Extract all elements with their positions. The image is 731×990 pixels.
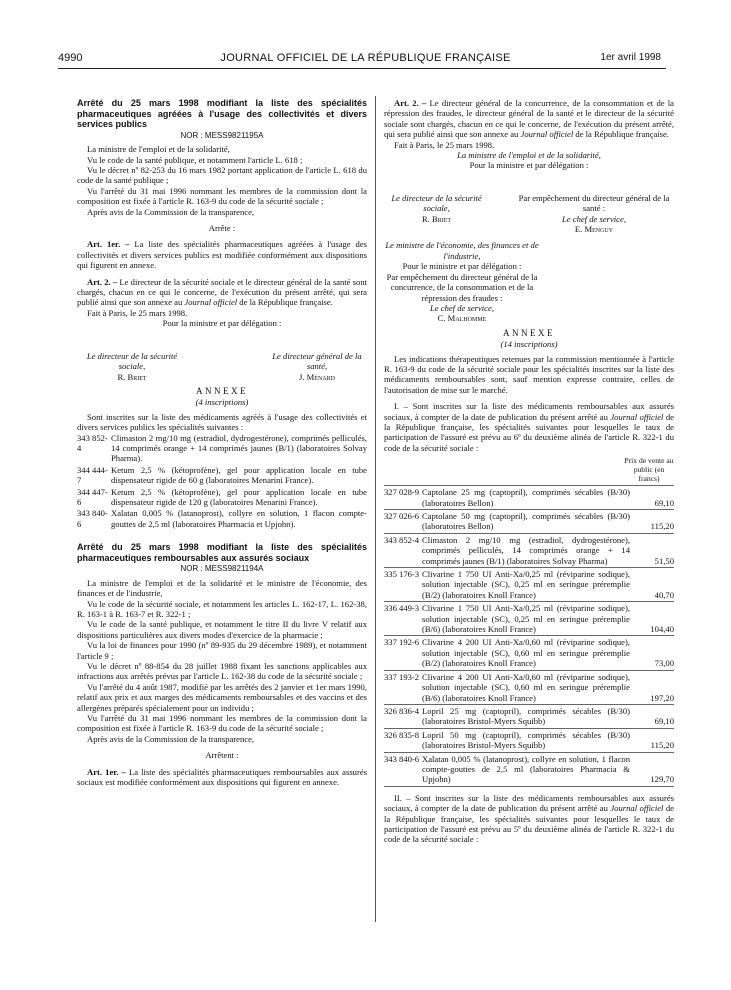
paragraph: Après avis de la Commission de la transparence,	[87, 206, 255, 217]
med-price: 69,10	[654, 716, 674, 727]
paragraph: Vu le code de la santé publique, et notamment le titre II du livre V relatif aux dispositions particulières aux divers modes d'exercice de la pharmacie ;	[77, 619, 367, 640]
signatory-title: Le directeur de la sécurité sociale,	[391, 192, 482, 214]
med-price: 197,20	[650, 692, 674, 703]
minister-title: La ministre de l'emploi et de la solidarité,	[457, 150, 601, 161]
list-item	[77, 433, 367, 464]
delegation-line: Pour la ministre et par délégation :	[162, 318, 282, 329]
arretent-heading: Arrêtent :	[205, 750, 239, 761]
signature-date: Fait à Paris, le 25 mars 1998.	[394, 139, 495, 150]
med-code: 327 026-6	[384, 511, 420, 521]
item-code: 344 447-6	[77, 486, 108, 507]
paragraph: La ministre de l'emploi et de la solidarité et le ministre de l'économie, des finances et de l'industrie,	[77, 577, 367, 599]
annexe-heading: ANNEXE	[196, 385, 248, 396]
med-price: 69,10	[654, 497, 674, 508]
med-price: 104,40	[650, 624, 674, 635]
med-code: 326 836-4	[384, 705, 420, 716]
page-header	[0, 52, 731, 66]
table-row	[384, 534, 674, 568]
med-price: 115,20	[650, 521, 674, 532]
signatory-name: J. Ménard	[299, 371, 335, 382]
signature-date: Fait à Paris, le 25 mars 1998.	[87, 307, 188, 318]
list-item	[77, 487, 367, 508]
med-price: 73,00	[654, 658, 674, 669]
delegation-line: Pour la ministre et par délégation :	[469, 160, 589, 171]
paragraph: Vu le code de la sécurité sociale, et notamment les articles L. 162-17, L. 162-38, R. 163-1 à R. 163-7 et R. 322-1 ;	[77, 598, 367, 619]
med-code: 343 840-6	[384, 753, 420, 764]
med-code: 327 028-9	[384, 487, 420, 498]
med-description: Clivarine 4 200 UI Anti-Xa/0,60 ml (réviparine sodique), solution injectable (SC), 0,60 ml en seringue préremplie (B/6) (laboratoires Knoll France)	[422, 671, 630, 703]
med-price: 51,50	[654, 555, 674, 566]
med-description: Lopril 50 mg (captopril), comprimés sécables (B/30) (laboratoires Bristol-Myers Squibb)	[422, 729, 630, 751]
item-code: 343 852-4	[77, 432, 108, 453]
item-text: Climaston 2 mg/10 mg (estradiol, dydrogestérone), comprimés pelliculés, 14 comprimés orange + 14 comprimés jaunes (B/1) (laboratoires Solvay Pharma).	[111, 432, 367, 464]
table-row	[384, 568, 674, 602]
decree-1-nor: NOR : MESS9821195A	[180, 130, 264, 140]
table-row	[384, 729, 674, 753]
med-code: 326 835-8	[384, 729, 420, 740]
table-row	[384, 486, 674, 510]
annexe-list	[77, 433, 367, 530]
table-row	[384, 510, 674, 534]
med-code: 337 193-2	[384, 671, 420, 682]
signatory-name: R. Briet	[421, 213, 452, 224]
med-description: Captolane 50 mg (captopril), comprimés sécables (B/30) (laboratoires Bellon)	[422, 511, 630, 532]
annexe-intro: Sont inscrites sur la liste des médicaments agréés à l'usage des collectivités et divers services publics les spécialités suivantes :	[77, 411, 367, 433]
paragraph: Vu le décret nº 82-253 du 16 mars 1982 portant application de l'article L. 618 du code de la santé publique ;	[77, 165, 367, 186]
med-description: Lopril 25 mg (captopril), comprimés sécables (B/30) (laboratoires Bristol-Myers Squibb)	[422, 705, 630, 727]
medication-table	[384, 485, 674, 787]
med-description: Clivarine 4 200 UI Anti-Xa/0,60 ml (réviparine sodique), solution injectable (SC), 0,60 ml en seringue préremplie (B/2) (laboratoires Knoll France)	[422, 637, 630, 669]
article-1: Art. 1er. – La liste des spécialités pharmaceutiques agréées à l'usage des collectivités et divers services publics est modifiée conformément aux dispositions qui figurent en annexe.	[77, 239, 367, 271]
signatory-title: Le directeur général de la santé,	[272, 350, 362, 372]
med-code: 335 176-3	[384, 569, 420, 580]
paragraph: Vu l'arrêté du 4 août 1987, modifié par les arrêtés des 2 janvier et 1er mars 1990, relatif aux prix et aux marges des médicaments remboursables et des vaccins et des allergènes préparés spécialement pour un individu ;	[77, 681, 367, 713]
minister-title: Le ministre de l'économie, des finances et de l'industrie,	[385, 240, 539, 261]
column-divider	[375, 96, 376, 922]
med-code: 336 449-3	[384, 603, 420, 614]
inscriptions-count: (14 inscriptions)	[500, 339, 558, 350]
med-description: Captolane 25 mg (captopril), comprimés sécables (B/30) (laboratoires Bellon)	[422, 487, 630, 508]
med-code: 343 852-4	[384, 534, 420, 545]
section-2-intro: II. – Sont inscrites sur la liste des médicaments remboursables aux assurés sociaux, à compter de la date de publication du présent arrêté au Journal officiel de la République française, les spécialités suivantes pour lesquelles le taux de participation de l'assuré est prévu au 5º du deuxième alinéa de l'article R. 322-1 du code de la sécurité sociale :	[384, 792, 674, 845]
issue-date: 1er avril 1998	[600, 52, 661, 63]
list-item	[77, 508, 367, 529]
impediment-line: Par empêchement du directeur général de la concurrence, de la consommation et de la répression des fraudes :	[386, 271, 538, 303]
article-2: Art. 2. – Le directeur de la sécurité sociale et le directeur général de la santé sont chargés, chacun en ce qui le concerne, de l'exécution du présent arrêté, qui sera publié ainsi que son annexe au Journal officiel de la République française.	[77, 276, 368, 308]
delegation-line: Pour le ministre et par délégation :	[402, 261, 522, 272]
signature-block	[77, 351, 367, 382]
med-price: 129,70	[650, 774, 674, 785]
item-text: Ketum 2,5 % (kétoprofène), gel pour application locale en tube dispensateur rigide de 120 g (laboratoires Menarini France).	[111, 486, 367, 507]
med-description: Xalatan 0,005 % (latanoprost), collyre en solution, 1 flacon compte-gouttes de 2,5 ml (laboratoires Pharmacia & Upjohn)	[422, 753, 630, 785]
signatory-name: E. Menguy	[574, 224, 614, 235]
article-1: Art. 1er. – La liste des spécialités pharmaceutiques remboursables aux assurés sociaux est modifiée conformément aux dispositions qui figurent en annexe.	[77, 766, 367, 788]
impediment-line: Par empêchement du directeur général de la santé :	[518, 192, 670, 214]
item-code: 343 840-6	[77, 508, 108, 529]
table-row	[384, 705, 674, 729]
item-text: Xalatan 0,005 % (latanoprost), collyre en solution, 1 flacon compte-gouttes de 2,5 ml (laboratoires Pharmacia et Upjohn).	[111, 508, 367, 529]
paragraph: Vu l'arrêté du 31 mai 1996 nommant les membres de la commission dont la composition est fixée à l'article R. 163-9 du code de la sécurité sociale ;	[77, 713, 367, 734]
table-row	[384, 636, 674, 670]
med-price: 115,20	[650, 740, 674, 751]
table-row	[384, 602, 674, 636]
right-column	[384, 98, 674, 845]
signatory-name: C. Malhomme	[437, 313, 487, 324]
header-rule	[58, 68, 666, 69]
section-1-intro: I. – Sont inscrites sur la liste des médicaments remboursables aux assurés sociaux, à compter de la date de publication du présent arrêté au Journal officiel de la République française, les spécialités suivantes pour lesquelles le taux de participation de l'assuré est prévu au 6º du deuxième alinéa de l'article R. 322-1 du code de la sécurité sociale :	[384, 401, 674, 453]
paragraph: Vu la loi de finances pour 1990 (nº 89-935 du 29 décembre 1989), et notamment l'article 9 ;	[77, 640, 367, 661]
signatory-name: R. Briet	[117, 371, 147, 382]
table-row	[384, 671, 674, 705]
med-description: Clivarine 1 750 UI Anti-Xa/0,25 ml (réviparine sodique), solution injectable (SC), 0,25 ml en seringue préremplie (B/6) (laboratoires Knoll France)	[422, 603, 630, 635]
paragraph: Vu le décret nº 88-854 du 28 juillet 1988 fixant les sanctions applicables aux infractions aux arrêtés prévus par l'article L. 162-38 du code de la sécurité sociale ;	[77, 661, 367, 682]
page-number: 4990	[58, 52, 83, 64]
signatory-title: Le chef de service,	[430, 302, 494, 313]
paragraph: Après avis de la Commission de la transparence,	[87, 733, 255, 744]
med-price: 40,70	[654, 589, 674, 600]
article-2: Art. 2. – Le directeur général de la concurrence, de la consommation et de la répression des fraudes, le directeur général de la santé et le directeur de la sécurité sociale sont chargés, chacun en ce qui le concerne, de l'exécution du présent arrêté, qui sera publié ainsi que son annexe au Journal officiel de la République française.	[384, 98, 675, 140]
left-column	[77, 98, 367, 788]
signatory-title: Le directeur de la sécurité sociale,	[86, 350, 178, 372]
signatory-title: Le chef de service,	[562, 213, 626, 224]
annexe-intro: Les indications thérapeutiques retenues par la commission mentionnée à l'article R. 163-9 du code de la sécurité sociale pour les spécialités inscrites sur la liste des médicaments remboursables sont, sauf mention expresse contraire, celles de l'autorisation de mise sur le marché.	[384, 353, 674, 395]
list-item	[77, 465, 367, 486]
decree-2-nor: NOR : MESS9821194A	[180, 564, 264, 574]
med-description: Climaston 2 mg/10 mg (estradiol, dydrogestérone), comprimés pelliculés, 14 comprimés orange + 14 comprimés jaunes (B/1) (laboratoires Solvay Pharma)	[422, 534, 630, 566]
journal-title: JOURNAL OFFICIEL DE LA RÉPUBLIQUE FRANÇAISE	[220, 52, 511, 64]
eco-signature-block	[382, 240, 542, 323]
annexe-heading: ANNEXE	[503, 327, 555, 338]
inscriptions-count: (4 inscriptions)	[195, 397, 249, 408]
paragraph: Vu l'arrêté du 31 mai 1996 nommant les membres de la commission dont la composition est fixée à l'article R. 163-9 du code de la sécurité sociale ;	[77, 185, 367, 207]
paragraph: Vu le code de la santé publique, et notamment l'article L. 618 ;	[87, 154, 303, 165]
item-text: Ketum 2,5 % (kétoprofène), gel pour application locale en tube dispensateur rigide de 60 g (laboratoires Menarini France).	[111, 464, 367, 486]
paragraph: La ministre de l'emploi et de la solidarité,	[87, 144, 230, 155]
item-code: 344 444-7	[77, 464, 108, 486]
decree-1-title: Arrêté du 25 mars 1998 modifiant la liste des spécialités pharmaceutiques agréées à l'usage des collectivités et divers services publics	[77, 98, 367, 130]
signature-block	[384, 193, 674, 235]
price-column-header: Prix de vente au public (en francs)	[624, 456, 674, 484]
med-code: 337 192-6	[384, 637, 420, 648]
decree-2-title: Arrêté du 25 mars 1998 modifiant la liste des spécialités pharmaceutiques remboursables aux assurés sociaux	[77, 542, 367, 563]
table-row	[384, 753, 674, 787]
arrete-heading: Arrête :	[208, 223, 236, 234]
med-description: Clivarine 1 750 UI Anti-Xa/0,25 ml (réviparine sodique), solution injectable (SC), 0,25 ml en seringue préremplie (B/2) (laboratoires Knoll France)	[422, 569, 630, 600]
